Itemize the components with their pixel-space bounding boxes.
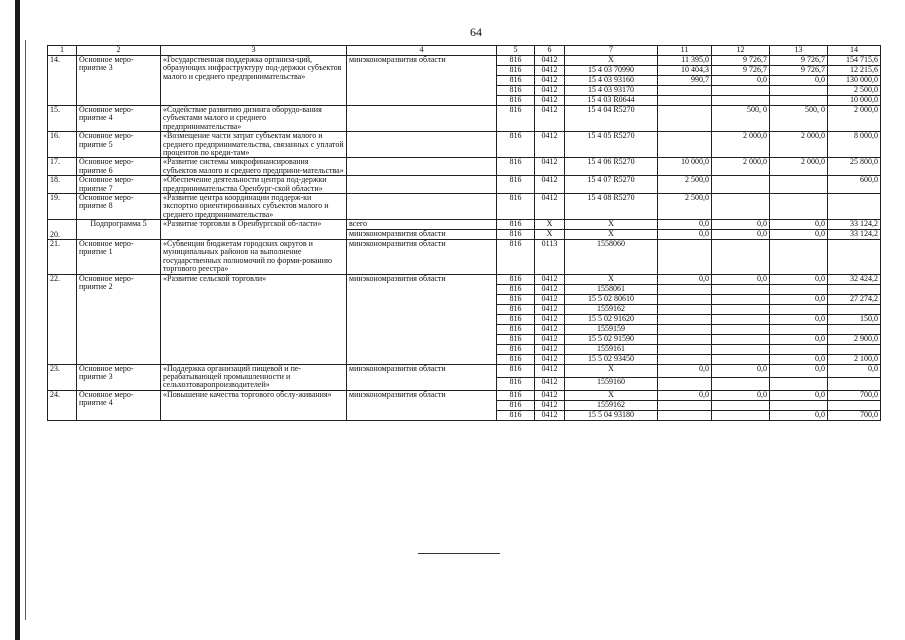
code-c5: 816 <box>497 76 535 86</box>
value-c13: 0,0 <box>770 410 828 420</box>
table-row <box>48 240 881 275</box>
responsible-cell: минэкономразвития области <box>347 230 497 240</box>
value-c11 <box>658 410 712 420</box>
code-c6: 0412 <box>535 56 565 66</box>
code-c5: 816 <box>497 334 535 344</box>
value-c12: 2 000,0 <box>712 158 770 176</box>
budget-table <box>47 45 881 421</box>
value-c13 <box>770 240 828 275</box>
value-c12: 0,0 <box>712 230 770 240</box>
code-c6: 0412 <box>535 294 565 304</box>
code-c5: 816 <box>497 158 535 176</box>
code-c7: 15 4 06 R5270 <box>565 158 658 176</box>
value-c13: 0,0 <box>770 314 828 324</box>
value-c14 <box>828 284 881 294</box>
code-c7: 15 4 03 70990 <box>565 66 658 76</box>
measure-name: «Развитие сельской торговли» <box>161 274 347 364</box>
value-c14 <box>828 304 881 314</box>
value-c13: 0,0 <box>770 334 828 344</box>
code-c7: 15 5 04 93180 <box>565 410 658 420</box>
code-c7: 1559161 <box>565 344 658 354</box>
value-c13: 0,0 <box>770 220 828 230</box>
table-row <box>48 274 881 284</box>
code-c5: 816 <box>497 132 535 158</box>
value-c11 <box>658 344 712 354</box>
scan-edge-line <box>25 40 26 620</box>
code-c5: 816 <box>497 377 535 390</box>
row-number: 16. <box>48 132 77 158</box>
row-number: 22. <box>48 274 77 364</box>
code-c6: 0412 <box>535 86 565 96</box>
value-c12 <box>712 96 770 106</box>
table-row <box>48 106 881 132</box>
header-cell: 6 <box>535 46 565 56</box>
value-c14 <box>828 377 881 390</box>
value-c13: 0,0 <box>770 294 828 304</box>
header-cell: 7 <box>565 46 658 56</box>
value-c11 <box>658 314 712 324</box>
table-row <box>48 193 881 219</box>
measure-label: Основное меро-приятие 1 <box>77 240 161 275</box>
measure-label: Основное меро-приятие 3 <box>77 56 161 106</box>
code-c6: 0412 <box>535 354 565 364</box>
value-c13: 0,0 <box>770 354 828 364</box>
header-cell: 14 <box>828 46 881 56</box>
table-row <box>48 176 881 194</box>
value-c14: 33 124,2 <box>828 220 881 230</box>
code-c7: 15 4 08 R5270 <box>565 193 658 219</box>
value-c14 <box>828 193 881 219</box>
header-cell: 2 <box>77 46 161 56</box>
measure-name: «Субвенции бюджетам городских округов и муниципальных районов на выполнение государственных полномочий по форми-рованию торгового реестра» <box>161 240 347 275</box>
code-c5: 816 <box>497 176 535 194</box>
responsible-cell <box>347 176 497 194</box>
measure-name: «Содействие развитию дизинга оборудо-вания субъектами малого и среднего предпринимательства» <box>161 106 347 132</box>
value-c11: 10 404,3 <box>658 66 712 76</box>
code-c5: 816 <box>497 294 535 304</box>
code-c6: 0412 <box>535 344 565 354</box>
value-c14: 33 124,2 <box>828 230 881 240</box>
code-c5: 816 <box>497 193 535 219</box>
value-c12 <box>712 304 770 314</box>
responsible-cell <box>347 132 497 158</box>
value-c12 <box>712 324 770 334</box>
header-cell: 3 <box>161 46 347 56</box>
code-c5: 816 <box>497 400 535 410</box>
code-c7: X <box>565 274 658 284</box>
value-c11: 0,0 <box>658 274 712 284</box>
code-c6: 0412 <box>535 377 565 390</box>
code-c7: 15 5 02 91590 <box>565 334 658 344</box>
code-c5: 816 <box>497 354 535 364</box>
table-row <box>48 390 881 400</box>
code-c6: 0412 <box>535 284 565 294</box>
code-c5: 816 <box>497 390 535 400</box>
code-c7: 15 4 03 93160 <box>565 76 658 86</box>
value-c11: 0,0 <box>658 220 712 230</box>
code-c5: 816 <box>497 106 535 132</box>
value-c11: 0,0 <box>658 364 712 377</box>
value-c11 <box>658 304 712 314</box>
row-number: 20. <box>48 220 77 240</box>
measure-name: «Государственная поддержка организа-ций, образующих инфраструктуру под-держки субъектов малого и среднего предпринимательства» <box>161 56 347 106</box>
code-c5: 816 <box>497 230 535 240</box>
code-c5: 816 <box>497 220 535 230</box>
responsible-cell <box>347 106 497 132</box>
row-number: 18. <box>48 176 77 194</box>
value-c11 <box>658 96 712 106</box>
code-c7: X <box>565 56 658 66</box>
measure-label: Основное меро-приятие 7 <box>77 176 161 194</box>
code-c6: 0412 <box>535 314 565 324</box>
page-number: 64 <box>470 25 482 39</box>
code-c6: 0412 <box>535 274 565 284</box>
code-c6: 0412 <box>535 106 565 132</box>
code-c7: 1559160 <box>565 377 658 390</box>
measure-name: «Развитие торговли в Оренбургской об-ласти» <box>161 220 347 240</box>
value-c12 <box>712 314 770 324</box>
code-c5: 816 <box>497 96 535 106</box>
responsible-cell: всего <box>347 220 497 230</box>
value-c14 <box>828 400 881 410</box>
value-c14: 2 000,0 <box>828 106 881 132</box>
code-c6: 0113 <box>535 240 565 275</box>
code-c5: 816 <box>497 240 535 275</box>
code-c6: 0412 <box>535 96 565 106</box>
code-c6: 0412 <box>535 304 565 314</box>
code-c5: 816 <box>497 274 535 284</box>
value-c13: 9 726,7 <box>770 56 828 66</box>
code-c6: X <box>535 230 565 240</box>
value-c13 <box>770 344 828 354</box>
value-c13 <box>770 193 828 219</box>
code-c7: 1558061 <box>565 284 658 294</box>
value-c11 <box>658 400 712 410</box>
table-row <box>48 220 881 230</box>
value-c13: 9 726,7 <box>770 66 828 76</box>
code-c7: 1559162 <box>565 304 658 314</box>
value-c11: 0,0 <box>658 390 712 400</box>
value-c14: 600,0 <box>828 176 881 194</box>
value-c12 <box>712 193 770 219</box>
value-c12 <box>712 294 770 304</box>
value-c14: 154 715,6 <box>828 56 881 66</box>
value-c13 <box>770 96 828 106</box>
responsible-cell <box>347 158 497 176</box>
row-number: 24. <box>48 390 77 420</box>
code-c5: 816 <box>497 304 535 314</box>
measure-label: Основное меро-приятие 8 <box>77 193 161 219</box>
code-c5: 816 <box>497 324 535 334</box>
value-c13: 0,0 <box>770 364 828 377</box>
code-c5: 816 <box>497 284 535 294</box>
value-c11 <box>658 132 712 158</box>
value-c13: 2 000,0 <box>770 132 828 158</box>
code-c5: 816 <box>497 410 535 420</box>
value-c11 <box>658 284 712 294</box>
code-c7: 15 5 02 93450 <box>565 354 658 364</box>
header-cell: 5 <box>497 46 535 56</box>
code-c5: 816 <box>497 344 535 354</box>
value-c12 <box>712 410 770 420</box>
code-c6: X <box>535 220 565 230</box>
measure-name: «Развитие системы микрофинансирования субъектов малого и среднего предприни-мательства» <box>161 158 347 176</box>
table-row <box>48 56 881 66</box>
value-c11 <box>658 240 712 275</box>
measure-label: Подпрограмма 5 <box>77 220 161 240</box>
value-c12: 0,0 <box>712 76 770 86</box>
value-c11 <box>658 354 712 364</box>
value-c14: 2 500,0 <box>828 86 881 96</box>
value-c12: 0,0 <box>712 274 770 284</box>
measure-name: «Обеспечение деятельности центра под-держки предпринимательства Оренбург-ской области» <box>161 176 347 194</box>
value-c11 <box>658 334 712 344</box>
code-c7: 15 4 05 R5270 <box>565 132 658 158</box>
value-c11: 0,0 <box>658 230 712 240</box>
responsible-cell <box>347 193 497 219</box>
measure-label: Основное меро-приятие 4 <box>77 390 161 420</box>
value-c12: 0,0 <box>712 364 770 377</box>
value-c11: 11 395,0 <box>658 56 712 66</box>
value-c13: 0,0 <box>770 390 828 400</box>
value-c11: 2 500,0 <box>658 193 712 219</box>
value-c13: 0,0 <box>770 274 828 284</box>
value-c11: 990,7 <box>658 76 712 86</box>
value-c12 <box>712 334 770 344</box>
code-c6: 0412 <box>535 324 565 334</box>
value-c12 <box>712 354 770 364</box>
code-c7: X <box>565 220 658 230</box>
value-c14 <box>828 344 881 354</box>
header-row <box>48 46 881 56</box>
code-c7: 1559162 <box>565 400 658 410</box>
value-c14: 150,0 <box>828 314 881 324</box>
value-c13 <box>770 304 828 314</box>
row-number: 19. <box>48 193 77 219</box>
value-c14: 8 000,0 <box>828 132 881 158</box>
value-c13 <box>770 324 828 334</box>
value-c12 <box>712 400 770 410</box>
value-c14: 130 000,0 <box>828 76 881 86</box>
value-c13: 0,0 <box>770 76 828 86</box>
code-c6: 0412 <box>535 390 565 400</box>
code-c6: 0412 <box>535 176 565 194</box>
measure-label: Основное меро-приятие 2 <box>77 274 161 364</box>
header-cell: 4 <box>347 46 497 56</box>
value-c12 <box>712 176 770 194</box>
value-c13 <box>770 284 828 294</box>
value-c11 <box>658 377 712 390</box>
measure-label: Основное меро-приятие 5 <box>77 132 161 158</box>
value-c11: 10 000,0 <box>658 158 712 176</box>
header-cell: 12 <box>712 46 770 56</box>
header-cell: 11 <box>658 46 712 56</box>
code-c7: 15 4 03 R0644 <box>565 96 658 106</box>
value-c14: 10 000,0 <box>828 96 881 106</box>
measure-name: «Возмещение части затрат субъектам малого и среднего предпринимательства, связанных с уплатой процентов по креди-там» <box>161 132 347 158</box>
value-c14: 25 800,0 <box>828 158 881 176</box>
row-number: 23. <box>48 364 77 390</box>
code-c6: 0412 <box>535 410 565 420</box>
table-row <box>48 132 881 158</box>
value-c12 <box>712 284 770 294</box>
code-c7: 15 4 03 93170 <box>565 86 658 96</box>
code-c7: 1558060 <box>565 240 658 275</box>
responsible-cell: минэкономразвития области <box>347 364 497 390</box>
measure-name: «Развитие центра координации поддерж-ки экспортно ориентированных субъектов малого и среднего предпринимательства» <box>161 193 347 219</box>
footer-rule <box>418 553 500 554</box>
value-c14: 0,0 <box>828 364 881 377</box>
header-cell: 13 <box>770 46 828 56</box>
value-c14 <box>828 324 881 334</box>
code-c6: 0412 <box>535 132 565 158</box>
value-c14: 700,0 <box>828 390 881 400</box>
code-c7: 1559159 <box>565 324 658 334</box>
value-c12: 2 000,0 <box>712 132 770 158</box>
value-c13 <box>770 377 828 390</box>
value-c13: 500, 0 <box>770 106 828 132</box>
header-cell: 1 <box>48 46 77 56</box>
value-c12 <box>712 240 770 275</box>
value-c14: 27 274,2 <box>828 294 881 304</box>
code-c7: 15 5 02 91620 <box>565 314 658 324</box>
value-c11 <box>658 106 712 132</box>
code-c6: 0412 <box>535 66 565 76</box>
code-c7: X <box>565 390 658 400</box>
table-row <box>48 364 881 377</box>
code-c6: 0412 <box>535 400 565 410</box>
value-c13: 0,0 <box>770 230 828 240</box>
value-c14 <box>828 240 881 275</box>
value-c13: 2 000,0 <box>770 158 828 176</box>
measure-label: Основное меро-приятие 6 <box>77 158 161 176</box>
code-c5: 816 <box>497 66 535 76</box>
row-number: 15. <box>48 106 77 132</box>
value-c14: 32 424,2 <box>828 274 881 284</box>
responsible-cell: минэкономразвития области <box>347 56 497 106</box>
table-row <box>48 158 881 176</box>
code-c6: 0412 <box>535 193 565 219</box>
row-number: 14. <box>48 56 77 106</box>
value-c11 <box>658 86 712 96</box>
responsible-cell: минэкономразвития области <box>347 390 497 420</box>
value-c13 <box>770 86 828 96</box>
code-c5: 816 <box>497 364 535 377</box>
value-c14: 2 100,0 <box>828 354 881 364</box>
value-c12: 500, 0 <box>712 106 770 132</box>
value-c11 <box>658 294 712 304</box>
code-c6: 0412 <box>535 364 565 377</box>
row-number: 21. <box>48 240 77 275</box>
value-c14: 700,0 <box>828 410 881 420</box>
code-c5: 816 <box>497 56 535 66</box>
code-c7: X <box>565 230 658 240</box>
value-c13 <box>770 400 828 410</box>
value-c12: 0,0 <box>712 390 770 400</box>
measure-label: Основное меро-приятие 4 <box>77 106 161 132</box>
value-c12: 0,0 <box>712 220 770 230</box>
value-c11: 2 500,0 <box>658 176 712 194</box>
value-c12 <box>712 344 770 354</box>
row-number: 17. <box>48 158 77 176</box>
value-c12: 9 726,7 <box>712 56 770 66</box>
value-c11 <box>658 324 712 334</box>
responsible-cell: минэкономразвития области <box>347 274 497 364</box>
code-c7: X <box>565 364 658 377</box>
code-c7: 15 4 07 R5270 <box>565 176 658 194</box>
code-c5: 816 <box>497 314 535 324</box>
value-c12 <box>712 86 770 96</box>
value-c14: 12 215,6 <box>828 66 881 76</box>
responsible-cell: минэкономразвития области <box>347 240 497 275</box>
value-c12 <box>712 377 770 390</box>
value-c13 <box>770 176 828 194</box>
code-c5: 816 <box>497 86 535 96</box>
measure-name: «Поддержка организаций пищевой и пе-рерабатывающей промышленности и сельхозтоваропроизводителей» <box>161 364 347 390</box>
code-c6: 0412 <box>535 76 565 86</box>
value-c14: 2 900,0 <box>828 334 881 344</box>
code-c7: 15 5 02 80610 <box>565 294 658 304</box>
value-c12: 9 726,7 <box>712 66 770 76</box>
measure-name: «Повышение качества торгового обслу-живания» <box>161 390 347 420</box>
measure-label: Основное меро-приятие 3 <box>77 364 161 390</box>
code-c6: 0412 <box>535 334 565 344</box>
scan-edge-bar <box>15 0 20 640</box>
code-c6: 0412 <box>535 158 565 176</box>
code-c7: 15 4 04 R5270 <box>565 106 658 132</box>
